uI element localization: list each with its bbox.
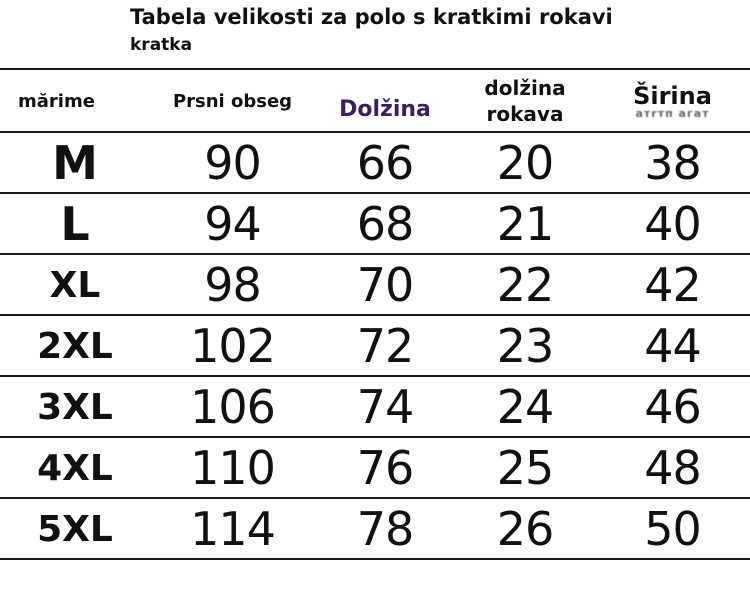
table-row [0,133,750,193]
cell-length: 70 [356,258,414,312]
cell-sleeve: 21 [496,197,554,251]
cell-size: M [52,136,98,190]
header-width [595,71,750,131]
cell-sleeve: 20 [496,136,554,190]
cell-size: 2XL [37,325,113,367]
cell-size: 3XL [37,386,113,428]
cell-width: 50 [644,502,701,556]
cell-length: 78 [356,502,414,556]
table-row [0,316,750,376]
cell-size: 4XL [37,447,113,489]
cell-sleeve: 26 [496,502,554,556]
cell-chest: 114 [190,502,275,556]
cell-chest: 102 [190,319,275,373]
table-row [0,377,750,437]
table-rule [0,558,750,560]
cell-size: XL [49,264,101,306]
header-size: mărime [18,90,95,112]
cell-length: 72 [356,319,414,373]
cell-width: 42 [644,258,701,312]
table-row [0,499,750,559]
cell-sleeve: 22 [496,258,554,312]
cell-width: 46 [644,380,701,434]
cell-chest: 90 [204,136,261,190]
cell-sleeve: 25 [496,441,554,495]
cell-width: 40 [644,197,701,251]
table-row [0,255,750,315]
cell-chest: 110 [190,441,275,495]
cell-length: 76 [356,441,414,495]
cell-chest: 98 [204,258,261,312]
cell-sleeve: 23 [496,319,554,373]
cell-width: 44 [644,319,701,373]
header-length: Dolžina [339,96,431,122]
cell-width: 48 [644,441,701,495]
cell-chest: 94 [204,197,261,251]
header-width-smudge: aтrтп агат [635,107,710,120]
header-sleeve [455,71,595,131]
header-row [0,71,750,131]
table-row [0,438,750,498]
cell-length: 74 [356,380,414,434]
cell-length: 68 [356,197,414,251]
cell-width: 38 [644,136,701,190]
header-width-label: Širina [633,82,712,110]
chart-subtitle: kratka [130,35,193,55]
cell-length: 66 [356,136,414,190]
cell-size: 5XL [37,508,113,550]
cell-size: L [60,197,90,251]
cell-sleeve: 24 [496,380,554,434]
table-rule [0,68,750,70]
table-row [0,194,750,254]
header-chest: Prsni obseg [172,90,293,112]
chart-title: Tabela velikosti za polo s kratkimi rokavi [130,5,613,29]
cell-chest: 106 [190,380,275,434]
header-sleeve-line2: rokava [486,102,564,126]
header-sleeve-line1: dolžina [484,76,566,100]
